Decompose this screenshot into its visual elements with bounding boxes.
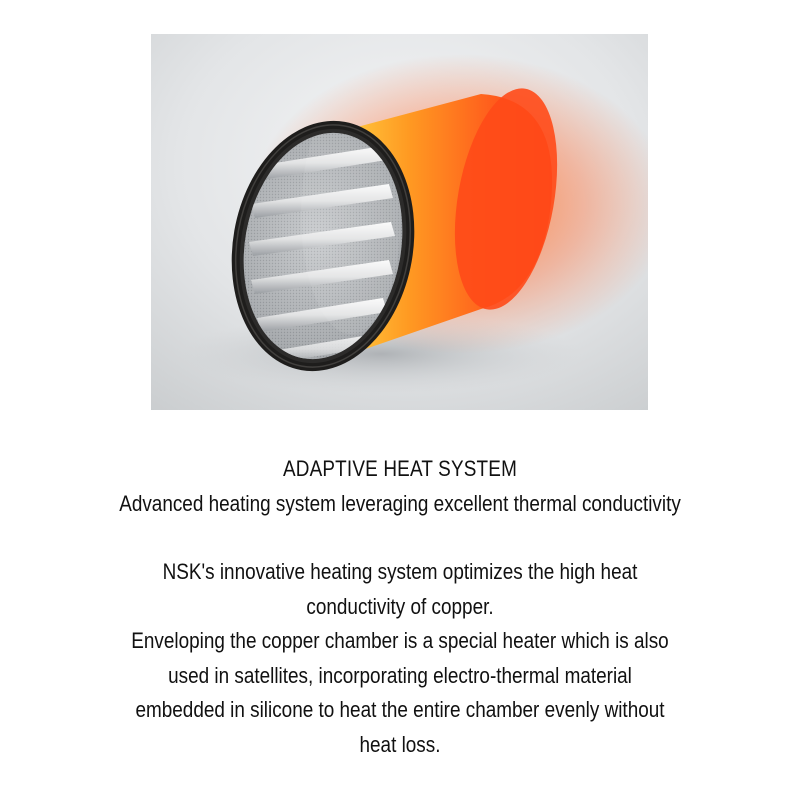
heater-illustration: [151, 34, 648, 410]
paragraph-2-line-4: heat loss.: [359, 731, 441, 757]
feature-title: ADAPTIVE HEAT SYSTEM: [282, 456, 518, 481]
paragraph-1-line-2: conductivity of copper.: [306, 593, 494, 619]
paragraph-2-line-1: Enveloping the copper chamber is a special heater which is also: [131, 628, 669, 653]
heater-product-image: [151, 34, 648, 410]
feature-description: [90, 452, 709, 762]
paragraph-2-line-3: embedded in silicone to heat the entire chamber evenly without: [135, 697, 665, 722]
paragraph-spacer: [90, 521, 709, 555]
paragraph-1-line-1: NSK's innovative heating system optimizes the high heat: [162, 559, 638, 584]
paragraph-2-line-2: used in satellites, incorporating electro-thermal material: [168, 662, 632, 688]
feature-subtitle: Advanced heating system leveraging excellent thermal conductivity: [119, 490, 681, 516]
